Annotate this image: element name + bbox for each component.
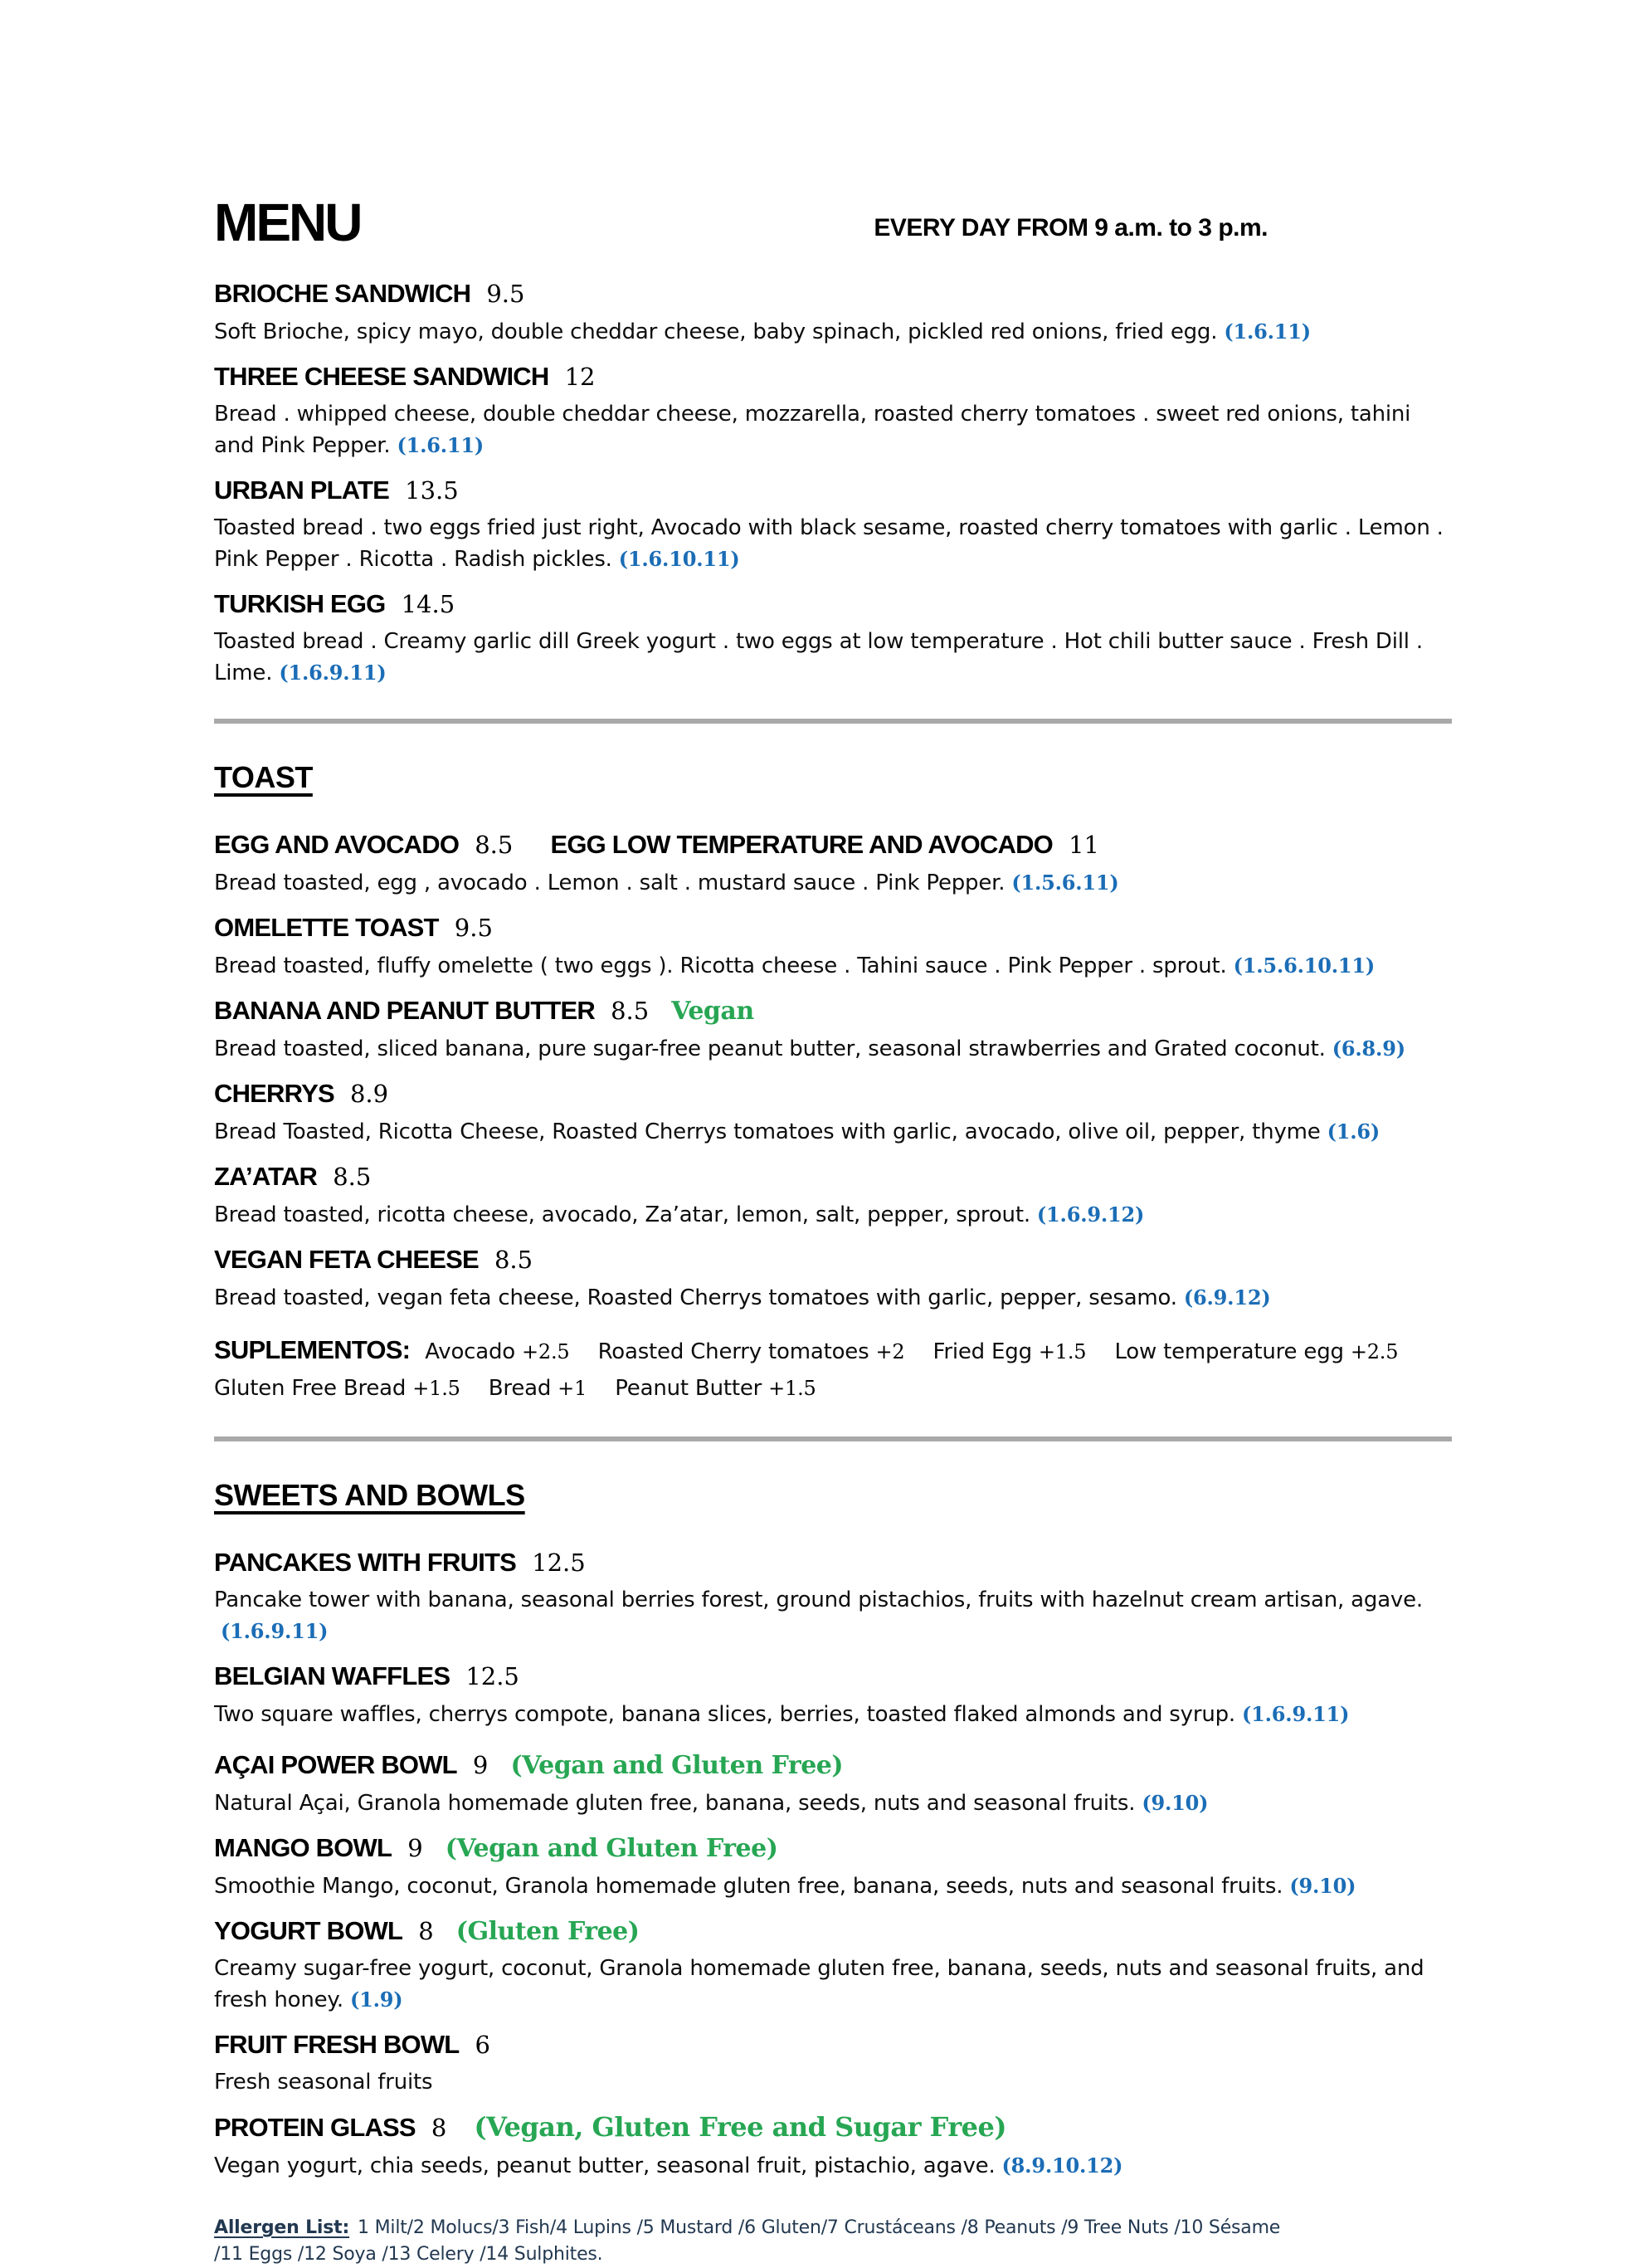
menu-item-zaatar <box>214 1160 1452 1231</box>
item-description: Bread toasted, ricotta cheese, avocado, Za’atar, lemon, salt, pepper, sprout. <box>214 1202 1030 1227</box>
supplement-label: Low temperature egg <box>1114 1339 1344 1364</box>
item-description: Soft Brioche, spicy mayo, double cheddar cheese, baby spinach, pickled red onions, fried egg. <box>214 319 1218 344</box>
item-name: BELGIAN WAFFLES <box>214 1661 450 1690</box>
supplement-label: Gluten Free Bread <box>214 1376 407 1401</box>
supplement-price: +2 <box>875 1340 905 1363</box>
allergen-ref: (1.6.9.11) <box>1241 1702 1350 1726</box>
item-description: Two square waffles, cherrys compote, banana slices, berries, toasted flaked almonds and syrup. <box>214 1702 1235 1727</box>
item-price: 12.5 <box>532 1549 586 1577</box>
item-name: EGG LOW TEMPERATURE AND AVOCADO <box>550 830 1053 859</box>
menu-item-protein-glass <box>214 2110 1452 2182</box>
item-price: 12 <box>564 363 596 391</box>
menu-item-belgian-waffles <box>214 1660 1452 1730</box>
allergen-ref: (1.6.9.11) <box>279 661 387 685</box>
allergen-ref: (1.6.9.12) <box>1036 1202 1145 1227</box>
allergen-ref: (9.10) <box>1142 1791 1209 1815</box>
supplement-item <box>425 1339 569 1364</box>
supplement-item <box>489 1376 587 1401</box>
item-description: Bread toasted, sliced banana, pure sugar-free peanut butter, seasonal strawberries and Grated coconut. <box>214 1036 1326 1061</box>
allergen-ref: (1.6.10.11) <box>618 547 740 571</box>
supplement-price: +2.5 <box>1350 1340 1399 1363</box>
item-price: 8 <box>418 1917 434 1945</box>
supplement-price: +1.5 <box>768 1377 816 1400</box>
menu-item-fruit-fresh-bowl <box>214 2028 1452 2098</box>
diet-badge: Vegan <box>671 997 754 1026</box>
allergen-ref: (1.9) <box>349 1988 403 2012</box>
diet-badge: (Vegan and Gluten Free) <box>510 1751 844 1780</box>
menu-item-three-cheese-sandwich <box>214 360 1452 461</box>
item-name: AÇAI POWER BOWL <box>214 1750 457 1779</box>
supplement-price: +1 <box>558 1377 587 1400</box>
menu-item-omelette-toast <box>214 911 1452 982</box>
item-name: PROTEIN GLASS <box>214 2113 416 2142</box>
item-description: Bread . whipped cheese, double cheddar cheese, mozzarella, roasted cherry tomatoes . sweet red onions, tahini and Pink Pepper. <box>214 402 1411 458</box>
menu-item-pancakes-with-fruits <box>214 1546 1452 1647</box>
item-name: BRIOCHE SANDWICH <box>214 279 471 308</box>
menu-item-brioche-sandwich <box>214 277 1452 348</box>
supplement-price: +1.5 <box>1038 1340 1087 1363</box>
supplement-label: Bread <box>488 1376 552 1401</box>
allergen-ref: (1.6.9.11) <box>221 1619 329 1643</box>
item-name: EGG AND AVOCADO <box>214 830 460 859</box>
item-price: 14.5 <box>401 590 455 618</box>
allergen-ref: (6.8.9) <box>1332 1036 1405 1061</box>
menu-item-mango-bowl <box>214 1831 1452 1902</box>
allergen-ref: (6.9.12) <box>1183 1285 1271 1310</box>
section-divider <box>214 719 1452 724</box>
item-description: Smoothie Mango, coconut, Granola homemade gluten free, banana, seeds, nuts and seasonal fruits. <box>214 1874 1283 1899</box>
item-name: VEGAN FETA CHEESE <box>214 1245 479 1274</box>
supplement-item <box>214 1376 460 1401</box>
diet-badge: (Vegan and Gluten Free) <box>445 1834 778 1863</box>
item-price: 9.5 <box>454 914 493 942</box>
supplement-label: Avocado <box>425 1339 516 1364</box>
item-price: 12.5 <box>465 1662 519 1690</box>
item-price: 9 <box>472 1751 489 1779</box>
item-price: 8.5 <box>333 1163 372 1191</box>
supplements-title: SUPLEMENTOS: <box>214 1335 411 1364</box>
item-name: ZA’ATAR <box>214 1162 318 1191</box>
item-name: CHERRYS <box>214 1079 334 1108</box>
item-description: Toasted bread . two eggs fried just right, Avocado with black sesame, roasted cherry tomatoes with garlic . Lemon . Pink Pepper . Ricotta . Radish pickles. <box>214 515 1444 572</box>
menu-header <box>214 193 1452 252</box>
item-description: Vegan yogurt, chia seeds, peanut butter, seasonal fruit, pistachio, agave. <box>214 2153 996 2178</box>
item-name: THREE CHEESE SANDWICH <box>214 362 549 391</box>
supplement-label: Fried Egg <box>932 1339 1032 1364</box>
page-title: MENU <box>214 193 361 252</box>
allergen-ref: (8.9.10.12) <box>1001 2153 1123 2178</box>
menu-item-egg-and-avocado <box>214 828 1452 899</box>
supplement-item <box>1114 1339 1398 1364</box>
item-price: 8.9 <box>349 1080 389 1108</box>
allergen-list-label: Allergen List: <box>214 2217 350 2238</box>
item-description: Creamy sugar-free yogurt, coconut, Granola homemade gluten free, banana, seeds, nuts and seasonal fruits, and fresh honey. <box>214 1956 1424 2012</box>
item-name: URBAN PLATE <box>214 476 390 505</box>
item-name: BANANA AND PEANUT BUTTER <box>214 996 595 1025</box>
item-price: 8.5 <box>611 997 650 1025</box>
item-description: Toasted bread . Creamy garlic dill Greek yogurt . two eggs at low temperature . Hot chili butter sauce . Fresh Dill . Lime. <box>214 629 1423 685</box>
item-name: TURKISH EGG <box>214 589 386 618</box>
supplement-price: +1.5 <box>412 1377 460 1400</box>
allergen-list <box>214 2215 1452 2268</box>
item-price: 13.5 <box>405 476 459 505</box>
item-name: FRUIT FRESH BOWL <box>214 2030 460 2059</box>
menu-item-turkish-egg <box>214 588 1452 689</box>
item-price: 9 <box>407 1834 423 1862</box>
item-name: PANCAKES WITH FRUITS <box>214 1548 517 1577</box>
section-heading-toast: TOAST <box>214 760 313 794</box>
allergen-ref: (1.6.11) <box>1224 319 1311 344</box>
menu-item-acai-power-bowl <box>214 1749 1452 1819</box>
section-divider <box>214 1436 1452 1441</box>
allergen-ref: (9.10) <box>1289 1874 1356 1898</box>
item-name: OMELETTE TOAST <box>214 913 439 942</box>
supplement-item <box>933 1339 1087 1364</box>
item-price: 9.5 <box>486 280 525 308</box>
allergen-ref: (1.5.6.11) <box>1011 871 1119 895</box>
item-description: Natural Açai, Granola homemade gluten free, banana, seeds, nuts and seasonal fruits. <box>214 1791 1136 1816</box>
menu-item-banana-and-peanut-butter <box>214 994 1452 1065</box>
menu-item-cherrys <box>214 1077 1452 1148</box>
menu-item-vegan-feta-cheese <box>214 1243 1452 1314</box>
allergen-ref: (1.6) <box>1327 1119 1380 1144</box>
item-description: Bread toasted, vegan feta cheese, Roasted Cherrys tomatoes with garlic, pepper, sesamo. <box>214 1285 1177 1310</box>
supplement-item <box>598 1339 905 1364</box>
allergen-ref: (1.5.6.10.11) <box>1233 954 1376 978</box>
item-price: 11 <box>1069 831 1099 859</box>
supplement-item <box>615 1376 816 1401</box>
item-name: YOGURT BOWL <box>214 1916 403 1945</box>
diet-badge: (Vegan, Gluten Free and Sugar Free) <box>474 2111 1007 2143</box>
diet-badge: (Gluten Free) <box>455 1917 640 1946</box>
section-heading-sweets-and-bowls: SWEETS AND BOWLS <box>214 1478 525 1512</box>
menu-item-urban-plate <box>214 474 1452 575</box>
item-price: 8.5 <box>475 831 514 859</box>
allergen-list-text: 1 Milt/2 Molucs/3 Fish/4 Lupins /5 Mustard /6 Gluten/7 Crustáceans /8 Peanuts /9 Tree Nuts /10 Sésame <box>358 2217 1281 2238</box>
supplements-line <box>214 1370 1452 1407</box>
item-description: Bread Toasted, Ricotta Cheese, Roasted Cherrys tomatoes with garlic, avocado, olive oil, pepper, thyme <box>214 1119 1321 1144</box>
supplement-label: Roasted Cherry tomatoes <box>597 1339 869 1364</box>
item-description: Bread toasted, fluffy omelette ( two eggs ). Ricotta cheese . Tahini sauce . Pink Pepper . sprout. <box>214 954 1227 978</box>
supplements-line <box>214 1332 1452 1370</box>
supplement-label: Peanut Butter <box>615 1376 762 1401</box>
item-name: MANGO BOWL <box>214 1833 392 1862</box>
item-price: 6 <box>475 2031 490 2059</box>
menu-item-yogurt-bowl <box>214 1914 1452 2016</box>
item-price: 8.5 <box>494 1246 533 1274</box>
item-price: 8 <box>431 2114 447 2142</box>
opening-hours-label: EVERY DAY FROM 9 a.m. to 3 p.m. <box>874 214 1268 241</box>
item-description: Pancake tower with banana, seasonal berries forest, ground pistachios, fruits with hazelnut cream artisan, agave. <box>214 1588 1423 1612</box>
allergen-ref: (1.6.11) <box>397 433 485 457</box>
allergen-list-text: /11 Eggs /12 Soya /13 Celery /14 Sulphites. <box>214 2244 603 2265</box>
supplement-price: +2.5 <box>522 1340 570 1363</box>
supplements-block <box>214 1332 1452 1407</box>
item-description: Bread toasted, egg , avocado . Lemon . salt . mustard sauce . Pink Pepper. <box>214 871 1006 895</box>
item-description: Fresh seasonal fruits <box>214 2070 433 2095</box>
